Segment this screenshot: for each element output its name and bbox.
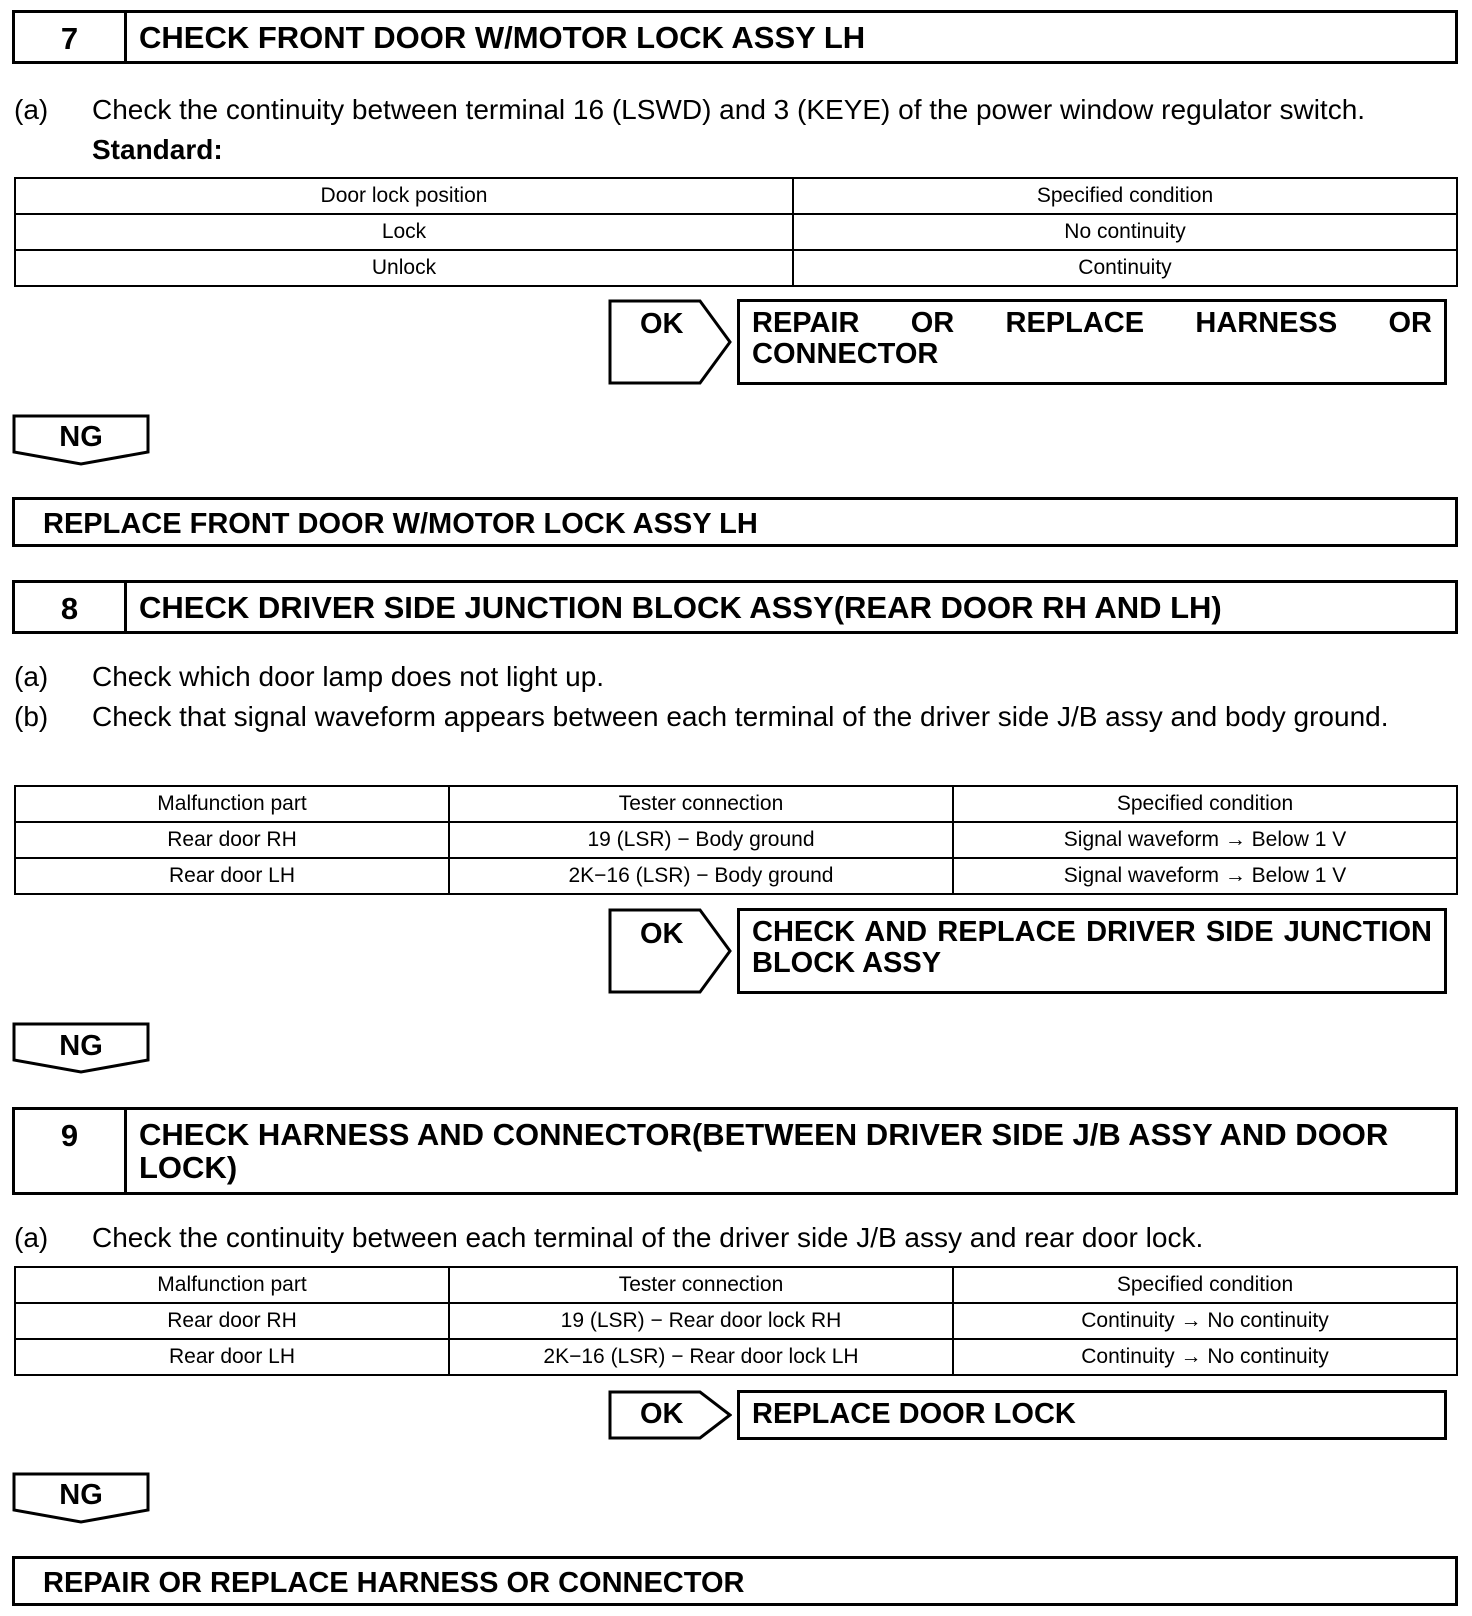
table-header-row <box>15 178 1457 214</box>
step-8-para-b <box>14 697 1460 777</box>
table-row <box>15 822 1457 858</box>
table-header-row <box>15 786 1457 822</box>
step-9-header <box>12 1107 1458 1195</box>
table-cell: Continuity → No continuity <box>953 1303 1457 1339</box>
table-header: Tester connection <box>449 786 953 822</box>
step-title: CHECK DRIVER SIDE JUNCTION BLOCK ASSY(REAR DOOR RH AND LH) <box>139 590 1222 625</box>
table-header: Door lock position <box>15 178 793 214</box>
para-label: (a) <box>14 94 49 125</box>
step-7-header <box>12 10 1458 64</box>
step-number: 7 <box>15 13 127 61</box>
ng-result-box: REPAIR OR REPLACE HARNESS OR CONNECTOR <box>12 1556 1458 1606</box>
table-row <box>15 1303 1457 1339</box>
ng-label: NG <box>59 1479 103 1511</box>
table-cell: Lock <box>15 214 793 250</box>
table-header: Specified condition <box>953 1267 1457 1303</box>
table-cell: Continuity <box>793 250 1457 286</box>
step-number: 8 <box>15 583 127 631</box>
ok-result-box: REPAIR OR REPLACE HARNESS OR CONNECTOR <box>737 299 1447 385</box>
table-cell: 2K−16 (LSR) − Body ground <box>449 858 953 894</box>
table-row <box>15 858 1457 894</box>
step-number: 9 <box>15 1110 127 1192</box>
table-cell: Signal waveform → Below 1 V <box>953 858 1457 894</box>
step-9-para-a <box>14 1218 1460 1258</box>
para-label: (a) <box>14 661 49 692</box>
table-row <box>15 214 1457 250</box>
para-text: Check the continuity between each terminal of the driver side J/B assy and rear door lock. <box>92 1222 1204 1253</box>
step-title: CHECK FRONT DOOR W/MOTOR LOCK ASSY LH <box>139 20 866 55</box>
table-cell: 19 (LSR) − Rear door lock RH <box>449 1303 953 1339</box>
table-header: Tester connection <box>449 1267 953 1303</box>
table-cell: No continuity <box>793 214 1457 250</box>
table-header-row <box>15 1267 1457 1303</box>
ok-label: OK <box>640 1398 684 1430</box>
ng-label: NG <box>59 1030 103 1062</box>
para-text: Check which door lamp does not light up. <box>92 661 605 692</box>
para-text: Check the continuity between terminal 16 (LSWD) and 3 (KEYE) of the power window regulator switch. Standard: <box>92 94 1366 165</box>
ok-label: OK <box>640 918 684 950</box>
table-cell: 19 (LSR) − Body ground <box>449 822 953 858</box>
table-row <box>15 1339 1457 1375</box>
table-cell: Signal waveform → Below 1 V <box>953 822 1457 858</box>
ok-result-box: REPLACE DOOR LOCK <box>737 1390 1447 1440</box>
table-row <box>15 250 1457 286</box>
step-8-header <box>12 580 1458 634</box>
step-7-para-a <box>14 90 1460 174</box>
table-cell: Rear door LH <box>15 1339 449 1375</box>
table-header: Malfunction part <box>15 1267 449 1303</box>
table-cell: Continuity → No continuity <box>953 1339 1457 1375</box>
table-cell: Rear door RH <box>15 1303 449 1339</box>
step-8-para-a <box>14 657 1460 697</box>
table-header: Specified condition <box>793 178 1457 214</box>
step-title: CHECK HARNESS AND CONNECTOR(BETWEEN DRIVER SIDE J/B ASSY AND DOOR LOCK) <box>139 1117 1389 1185</box>
para-label: (b) <box>14 701 49 732</box>
table-cell: Rear door LH <box>15 858 449 894</box>
ng-label: NG <box>59 421 103 453</box>
para-text: Check that signal waveform appears between each terminal of the driver side J/B assy and body ground. <box>92 701 1389 732</box>
table-cell: Rear door RH <box>15 822 449 858</box>
ng-result-box: REPLACE FRONT DOOR W/MOTOR LOCK ASSY LH <box>12 497 1458 547</box>
para-label: (a) <box>14 1222 49 1253</box>
ok-label: OK <box>640 308 684 340</box>
table-header: Specified condition <box>953 786 1457 822</box>
table-header: Malfunction part <box>15 786 449 822</box>
step-8-table <box>14 785 1458 895</box>
standard-label: Standard: <box>92 134 223 165</box>
ok-result-box: CHECK AND REPLACE DRIVER SIDE JUNCTION BLOCK ASSY <box>737 908 1447 994</box>
step-7-table <box>14 177 1458 287</box>
table-cell: 2K−16 (LSR) − Rear door lock LH <box>449 1339 953 1375</box>
table-cell: Unlock <box>15 250 793 286</box>
step-9-table <box>14 1266 1458 1376</box>
